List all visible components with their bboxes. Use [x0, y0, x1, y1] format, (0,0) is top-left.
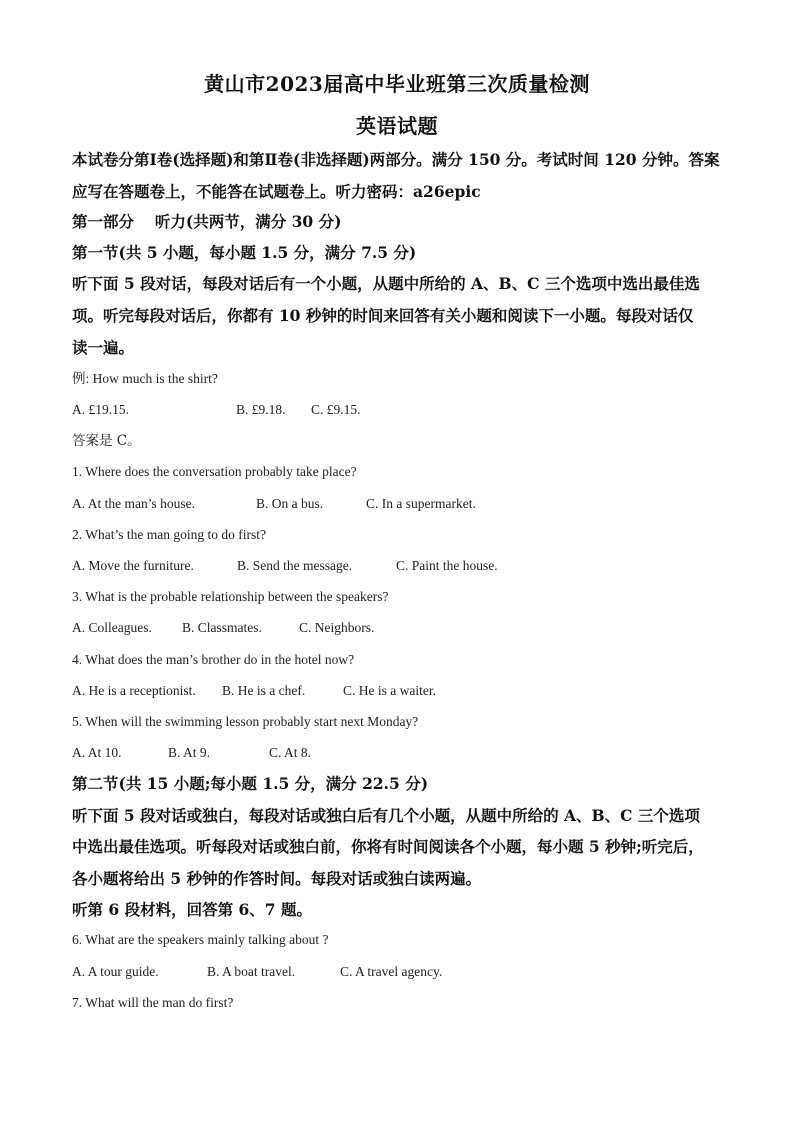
section2-instruction-3: 各小题将给出 5 秒钟的作答时间。每段对话或独白读两遍。 [72, 869, 482, 888]
section2-instruction-2: 中选出最佳选项。听每段对话或独白前，你将有时间阅读各个小题，每小题 5 秒钟;听完后， [72, 837, 704, 856]
q1-option-b: B. On a bus. [256, 496, 324, 511]
section1-instruction-2: 项。听完每段对话后，你都有 10 秒钟的时间来回答有关小题和阅读下一小题。每段对话仅 [72, 306, 694, 325]
question-4: 4. What does the man’s brother do in the hotel now? [72, 652, 355, 667]
q6-option-a: A. A tour guide. [72, 964, 159, 979]
q5-option-a: A. At 10. [72, 745, 122, 760]
q1-option-a: A. At the man’s house. [72, 496, 195, 511]
q6-option-b: B. A boat travel. [207, 964, 296, 979]
example-option-b: B. £9.18. [236, 402, 286, 417]
q2-option-a: A. Move the furniture. [72, 558, 194, 573]
q4-option-b: B. He is a chef. [222, 683, 306, 698]
q6-option-c: C. A travel agency. [340, 964, 443, 979]
section1-instruction-3: 读一遍。 [72, 338, 135, 357]
intro-line-2: 应写在答题卷上，不能答在试题卷上。听力密码：a26epic [72, 182, 481, 201]
question-2: 2. What’s the man going to do first? [72, 527, 266, 542]
q2-option-b: B. Send the message. [237, 558, 353, 573]
q3-option-b: B. Classmates. [182, 620, 262, 635]
section2-heading: 第二节(共 15 小题;每小题 1.5 分，满分 22.5 分) [72, 774, 429, 793]
question-1: 1. Where does the conversation probably take place? [72, 464, 357, 479]
q2-option-c: C. Paint the house. [396, 558, 498, 573]
intro-line-1: 本试卷分第Ⅰ卷(选择题)和第Ⅱ卷(非选择题)两部分。满分 150 分。考试时间 120 分钟。答案 [72, 150, 720, 169]
section1-heading: 第一节(共 5 小题，每小题 1.5 分，满分 7.5 分) [72, 243, 417, 262]
q4-option-a: A. He is a receptionist. [72, 683, 196, 698]
q4-option-c: C. He is a waiter. [343, 683, 436, 698]
q5-option-b: B. At 9. [168, 745, 211, 760]
question-5: 5. When will the swimming lesson probably start next Monday? [72, 714, 419, 729]
exam-title: 黄山市2023届高中毕业班第三次质量检测 [204, 72, 590, 96]
question-6: 6. What are the speakers mainly talking about ? [72, 932, 329, 947]
question-3: 3. What is the probable relationship between the speakers? [72, 589, 389, 604]
q3-option-a: A. Colleagues. [72, 620, 152, 635]
q5-option-c: C. At 8. [269, 745, 312, 760]
exam-subtitle: 英语试题 [356, 114, 438, 138]
example-option-c: C. £9.15. [311, 402, 361, 417]
q1-option-c: C. In a supermarket. [366, 496, 476, 511]
example-answer: 答案是 C。 [72, 433, 141, 449]
section1-instruction-1: 听下面 5 段对话，每段对话后有一个小题，从题中所给的 A、B、C 三个选项中选出最佳选 [72, 274, 700, 293]
part1-heading: 第一部分 听力(共两节，满分 30 分) [72, 212, 342, 231]
example-option-a: A. £19.15. [72, 402, 129, 417]
section2-instruction-1: 听下面 5 段对话或独白，每段对话或独白后有几个小题，从题中所给的 A、B、C 三个选项 [72, 806, 700, 825]
question-7: 7. What will the man do first? [72, 995, 234, 1010]
q3-option-c: C. Neighbors. [299, 620, 375, 635]
example-question: 例: How much is the shirt? [72, 371, 218, 386]
material-6-heading: 听第 6 段材料，回答第 6、7 题。 [72, 900, 312, 919]
